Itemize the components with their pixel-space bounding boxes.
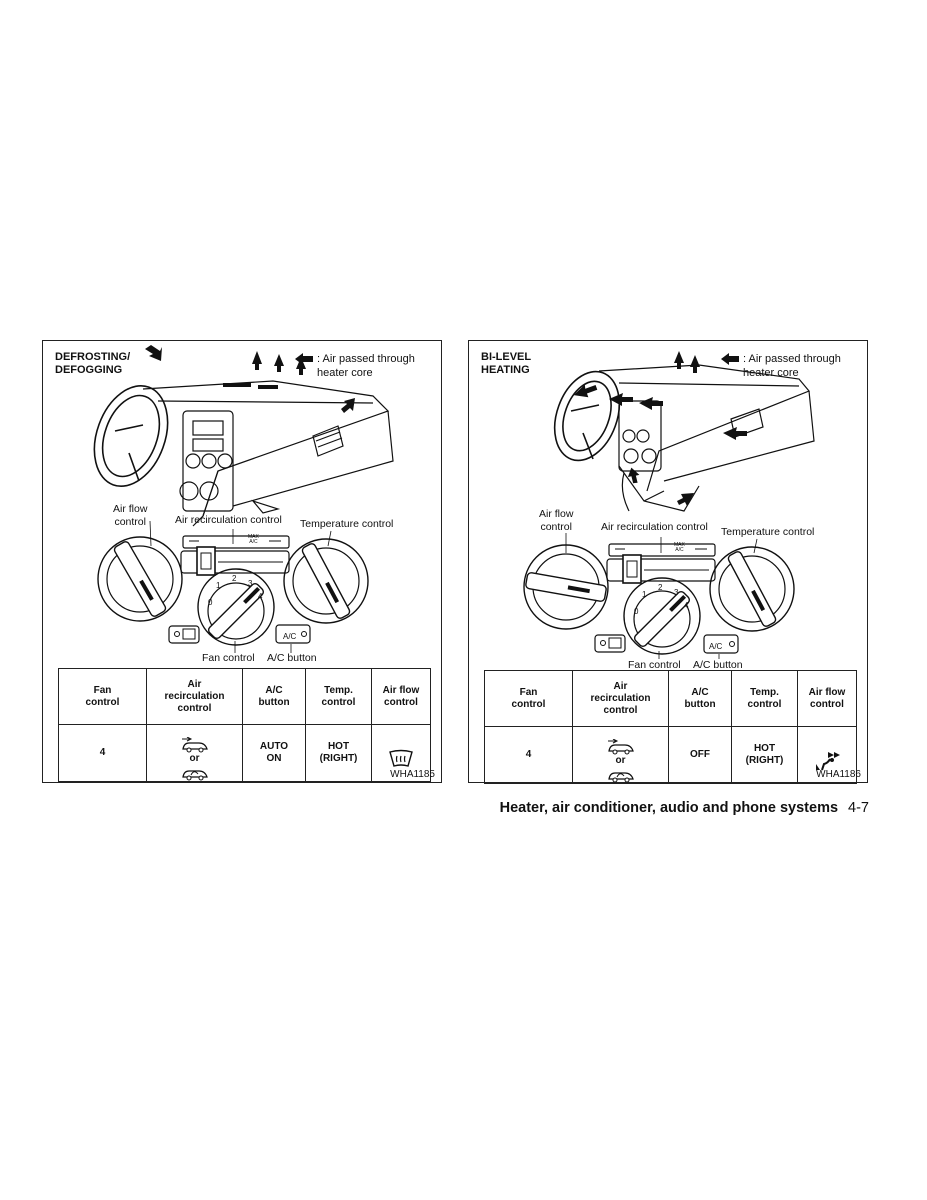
dashboard-outline bbox=[599, 365, 814, 511]
recirculation-icon bbox=[181, 765, 209, 781]
fan-dial-number: 3 bbox=[674, 588, 679, 597]
header-fan-control: Fan control bbox=[59, 669, 147, 725]
settings-table bbox=[484, 670, 857, 784]
air-flow-control-dial bbox=[98, 537, 182, 621]
fan-dial-number: 3 bbox=[248, 579, 253, 588]
rear-defroster-button bbox=[595, 635, 625, 652]
steering-wheel-icon bbox=[543, 363, 631, 470]
fan-dial-number: 2 bbox=[658, 583, 663, 592]
legend-text: : Air passed through heater core bbox=[317, 353, 415, 379]
page-footer bbox=[500, 800, 869, 816]
value-temp-control: HOT (RIGHT) bbox=[732, 727, 798, 784]
ac-button-label: A/C button bbox=[693, 659, 743, 671]
fan-dial-number: 0 bbox=[634, 607, 639, 616]
header-temp-control: Temp. control bbox=[732, 671, 798, 727]
or-text: or bbox=[615, 755, 626, 766]
air-flow-control-label: Air flow control bbox=[113, 503, 148, 528]
dashboard-illustration bbox=[469, 341, 869, 666]
header-temp-control: Temp. control bbox=[306, 669, 372, 725]
legend-text: : Air passed through heater core bbox=[743, 353, 841, 379]
value-air-recirculation bbox=[573, 727, 669, 784]
header-fan-control: Fan control bbox=[485, 671, 573, 727]
header-air-recirculation: Air recirculation control bbox=[573, 671, 669, 727]
temperature-control-label: Temperature control bbox=[721, 526, 815, 538]
legend bbox=[743, 352, 865, 380]
rear-defroster-button bbox=[169, 626, 199, 643]
page-number: 4-7 bbox=[848, 800, 869, 816]
value-ac-button: OFF bbox=[669, 727, 732, 784]
outside-air-icon bbox=[607, 739, 635, 755]
header-air-flow: Air flow control bbox=[372, 669, 431, 725]
fan-dial-number: 4 bbox=[258, 592, 263, 601]
header-air-recirculation: Air recirculation control bbox=[147, 669, 243, 725]
legend bbox=[317, 352, 439, 380]
recirculation-icon bbox=[607, 767, 635, 783]
ac-button-text: A/C bbox=[283, 632, 297, 641]
section-title: Heater, air conditioner, audio and phone systems bbox=[499, 800, 839, 816]
panel-title: BI-LEVEL HEATING bbox=[481, 351, 532, 376]
header-ac-button: A/C button bbox=[243, 669, 306, 725]
value-fan-control: 4 bbox=[485, 727, 573, 784]
max-ac-text: MAX A/C bbox=[248, 534, 259, 545]
figure-code: WHA1186 bbox=[816, 769, 861, 780]
defrost-vent-icon bbox=[223, 383, 278, 389]
value-temp-control: HOT (RIGHT) bbox=[306, 725, 372, 782]
header-air-flow: Air flow control bbox=[798, 671, 857, 727]
ac-button-text: A/C bbox=[709, 642, 723, 651]
steering-wheel-icon bbox=[81, 376, 180, 497]
defrosting-diagram-panel bbox=[42, 340, 442, 783]
value-fan-control: 4 bbox=[59, 725, 147, 782]
airflow-arrow-icon bbox=[295, 353, 313, 365]
temperature-control-dial bbox=[710, 547, 794, 631]
defrost-icon bbox=[387, 748, 415, 770]
dashboard-illustration bbox=[43, 341, 443, 666]
air-flow-control-label: Air flow control bbox=[539, 508, 574, 533]
panel-title: DEFROSTING/ DEFOGGING bbox=[55, 351, 131, 376]
air-recirculation-control-label: Air recirculation control bbox=[601, 521, 708, 533]
outside-air-icon bbox=[181, 737, 209, 753]
header-ac-button: A/C button bbox=[669, 671, 732, 727]
airflow-arrow-icon bbox=[721, 353, 739, 365]
fan-dial-number: 2 bbox=[232, 574, 237, 583]
temperature-control-label: Temperature control bbox=[300, 518, 394, 530]
airflow-arrow-icon bbox=[572, 351, 747, 506]
max-ac-text: MAX A/C bbox=[674, 542, 685, 553]
settings-table bbox=[58, 668, 431, 782]
temperature-control-dial bbox=[284, 539, 368, 623]
dashboard-outline bbox=[143, 381, 393, 526]
fan-control-label: Fan control bbox=[202, 652, 255, 664]
air-recirculation-control-label: Air recirculation control bbox=[175, 514, 282, 526]
figure-code: WHA1185 bbox=[390, 769, 435, 780]
air-flow-control-dial bbox=[524, 545, 608, 629]
bi-level-heating-diagram-panel bbox=[468, 340, 868, 783]
value-ac-button: AUTO ON bbox=[243, 725, 306, 782]
fan-dial-number: 0 bbox=[208, 598, 213, 607]
fan-dial-number: 1 bbox=[642, 590, 647, 599]
value-air-recirculation bbox=[147, 725, 243, 782]
or-text: or bbox=[189, 753, 200, 764]
fan-dial-number: 4 bbox=[684, 601, 689, 610]
ac-button-label: A/C button bbox=[267, 652, 317, 664]
fan-control-label: Fan control bbox=[628, 659, 681, 671]
fan-dial-number: 1 bbox=[216, 581, 221, 590]
